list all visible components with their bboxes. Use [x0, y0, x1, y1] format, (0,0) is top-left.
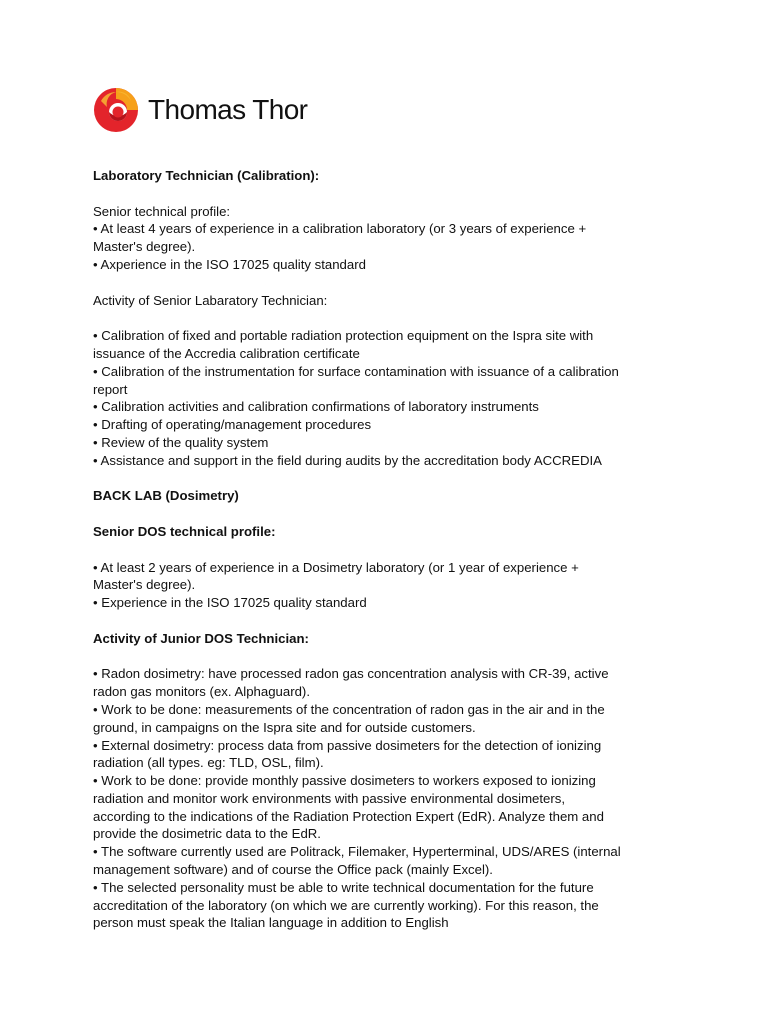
section-title-calibration: Laboratory Technician (Calibration):	[93, 168, 320, 183]
profile-heading: Senior technical profile:	[93, 203, 231, 219]
list-item: • The selected personality must be able to write technical documentation for the future	[93, 879, 594, 895]
list-item: • Calibration activities and calibration confirmations of laboratory instruments	[93, 399, 539, 415]
company-logo	[93, 86, 307, 134]
list-item: ground, in campaigns on the Ispra site and for outside customers.	[93, 719, 476, 735]
section-title-backlab: BACK LAB (Dosimetry)	[93, 488, 239, 504]
list-item: • Axperience in the ISO 17025 quality standard	[93, 256, 366, 272]
list-item: Master's degree).	[93, 577, 196, 593]
list-item: • Radon dosimetry: have processed radon gas concentration analysis with CR-39, active	[93, 666, 609, 682]
list-item: person must speak the Italian language in addition to English	[93, 915, 449, 931]
list-item: • Calibration of fixed and portable radiation protection equipment on the Ispra site with	[93, 328, 594, 344]
list-item: • External dosimetry: process data from passive dosimeters for the detection of ionizing	[93, 737, 602, 753]
list-item: radiation (all types. eg: TLD, OSL, film).	[93, 755, 324, 771]
list-item: • The software currently used are Politrack, Filemaker, Hyperterminal, UDS/ARES (internal	[93, 844, 621, 860]
list-item: • Assistance and support in the field during audits by the accreditation body ACCREDIA	[93, 452, 602, 468]
spacer	[93, 612, 678, 630]
list-item: radiation and monitor work environments with passive environmental dosimeters,	[93, 790, 566, 806]
spacer	[93, 505, 678, 523]
list-item: • Work to be done: provide monthly passive dosimeters to workers exposed to ionizing	[93, 773, 596, 789]
list-item: • Review of the quality system	[93, 434, 269, 450]
spacer	[93, 185, 678, 203]
list-item: • Experience in the ISO 17025 quality standard	[93, 595, 367, 611]
activity-heading: Activity of Senior Labaratory Technician:	[93, 292, 328, 308]
list-item: accreditation of the laboratory (on which we are currently working). For this reason, the	[93, 897, 599, 913]
spacer	[93, 470, 678, 488]
profile-heading: Senior DOS technical profile:	[93, 523, 276, 539]
list-item: • At least 4 years of experience in a calibration laboratory (or 3 years of experience +	[93, 221, 587, 237]
list-item: provide the dosimetric data to the EdR.	[93, 826, 321, 842]
list-item: management software) and of course the Office pack (mainly Excel).	[93, 862, 493, 878]
spacer	[93, 309, 678, 327]
list-item: • At least 2 years of experience in a Dosimetry laboratory (or 1 year of experience +	[93, 559, 579, 575]
spacer	[93, 541, 678, 559]
spacer	[93, 274, 678, 292]
thomas-thor-logo-icon	[93, 87, 139, 133]
list-item: report	[93, 381, 128, 397]
list-item: radon gas monitors (ex. Alphaguard).	[93, 684, 310, 700]
logo-wordmark: Thomas Thor	[148, 94, 308, 125]
list-item: • Work to be done: measurements of the concentration of radon gas in the air and in the	[93, 701, 605, 717]
spacer	[93, 648, 678, 666]
list-item: • Drafting of operating/management procedures	[93, 417, 372, 433]
list-item: according to the indications of the Radiation Protection Expert (EdR). Analyze them and	[93, 808, 604, 824]
document-body	[93, 167, 678, 932]
list-item: • Calibration of the instrumentation for surface contamination with issuance of a calibration	[93, 363, 619, 379]
list-item: Master's degree).	[93, 239, 196, 255]
activity-heading: Activity of Junior DOS Technician:	[93, 630, 309, 646]
list-item: issuance of the Accredia calibration certificate	[93, 345, 360, 361]
